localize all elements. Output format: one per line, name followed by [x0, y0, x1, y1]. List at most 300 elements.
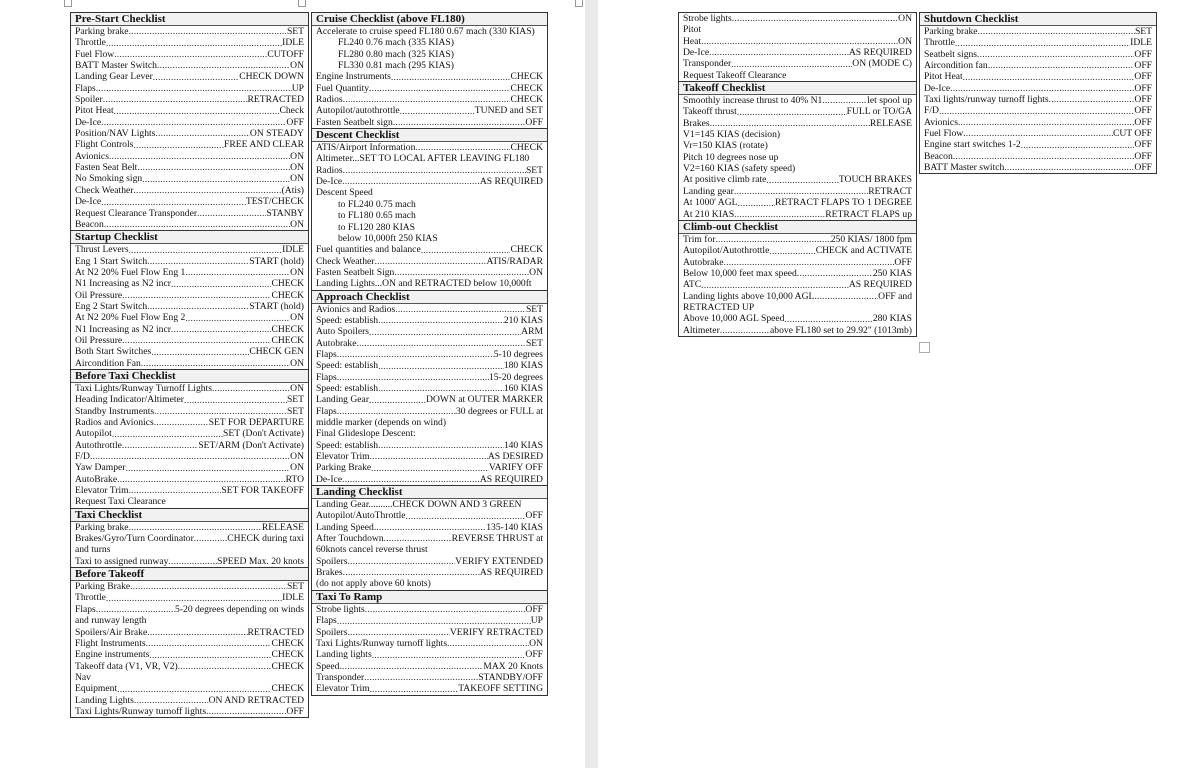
checklist-item — [312, 533, 547, 544]
dot-leader — [797, 268, 873, 279]
dot-leader — [737, 107, 847, 118]
dot-leader — [977, 49, 1134, 60]
item-value: REVERSE THRUST at — [451, 533, 543, 545]
item-value: ON — [290, 451, 304, 463]
item-value: 140 KIAS — [503, 439, 543, 451]
section-before-taxi-checklist — [71, 369, 308, 508]
item-label: Eng 2 Start Switch — [75, 300, 148, 312]
section-taxi-checklist — [71, 508, 308, 567]
section-title: Cruise Checklist (above FL180) — [312, 13, 547, 26]
item-value: let spool up — [867, 95, 912, 107]
checklist-item — [312, 94, 547, 105]
item-label: Trim for — [683, 233, 716, 245]
document-page-1 — [0, 0, 585, 768]
checklist-item — [312, 440, 547, 451]
item-label: Radios and Avionics — [75, 417, 154, 428]
item-label: Speed: establish — [316, 382, 379, 394]
checklist-item — [312, 383, 547, 394]
dot-leader — [421, 245, 511, 256]
item-label: Taxi Lights/Runway Turnoff Lights — [75, 382, 212, 394]
item-value: AS REQUIRED — [848, 279, 912, 291]
checklist-item — [312, 510, 547, 521]
item-value: OFF and — [878, 290, 912, 302]
item-value: ON — [290, 60, 304, 72]
dot-leader — [171, 324, 272, 335]
dot-leader — [117, 684, 271, 695]
item-label: At N2 20% Fuel Flow Eng 1 — [75, 266, 186, 278]
item-label: Standby Instruments — [75, 405, 155, 417]
checklist-item — [71, 173, 308, 184]
item-label: Position/NAV Lights — [75, 128, 156, 140]
item-value: ON AND RETRACTED — [208, 694, 304, 706]
checklist-item — [679, 95, 916, 106]
item-value: 250 KIAS — [872, 267, 912, 279]
section-title: Takeoff Checklist — [679, 82, 916, 95]
dot-leader — [1021, 140, 1135, 151]
checklist-item — [312, 462, 547, 473]
checklist-item — [312, 474, 547, 485]
checklist-note: Altimeter...SET TO LOCAL AFTER LEAVING FL180 — [316, 153, 530, 165]
item-value: RELEASE — [261, 521, 304, 533]
dot-leader — [90, 451, 290, 462]
checklist-item — [920, 26, 1156, 37]
item-value: RETRACT FLAPS TO 1 DEGREE — [775, 197, 912, 209]
item-value: TEST/CHECK — [245, 196, 304, 208]
checklist-item — [312, 338, 547, 349]
dot-leader — [342, 176, 480, 187]
item-label: At 210 KIAS — [683, 208, 735, 220]
checklist-item — [71, 474, 308, 485]
item-value: SET — [286, 405, 304, 417]
item-value: (Atis) — [281, 184, 304, 196]
item-label: Taxi to assigned runway — [75, 555, 169, 567]
checklist-item — [312, 372, 547, 383]
item-label: Flaps — [316, 348, 337, 360]
checklist-item — [312, 176, 547, 187]
item-value: FULL or TO/GA — [846, 106, 912, 118]
item-value: START (hold) — [249, 255, 304, 267]
dot-leader — [343, 567, 480, 578]
checklist-item — [71, 417, 308, 428]
item-label: BATT Master switch — [924, 162, 1005, 174]
item-label: Fuel Quantity — [316, 82, 370, 94]
item-value: SET FOR TAKEOFF — [221, 485, 304, 497]
checklist-item — [71, 196, 308, 207]
item-value: CHECK — [510, 244, 543, 256]
dot-leader — [197, 208, 266, 219]
item-label: Flaps — [316, 615, 337, 627]
item-label: Elevator Trim — [316, 683, 370, 695]
item-label: No Smoking sign — [75, 173, 143, 185]
dot-leader — [950, 83, 1134, 94]
item-value: SET FOR DEPARTURE — [208, 417, 304, 428]
item-value: UP — [530, 615, 543, 627]
dot-leader — [406, 511, 526, 522]
dot-leader — [103, 94, 248, 105]
item-label: Equipment — [75, 683, 118, 695]
item-label: Parking Brake — [75, 581, 131, 593]
item-label: Smoothly increase thrust to 40% N1 — [683, 95, 823, 107]
checklist-item — [71, 290, 308, 301]
checklist-item — [312, 256, 547, 267]
item-label: Throttle — [924, 37, 955, 49]
checklist-item — [679, 58, 916, 69]
dot-leader — [142, 174, 290, 185]
item-label: Oil Pressure — [75, 289, 123, 301]
checklist-note: to FL180 0.65 mach — [338, 210, 416, 222]
item-label: Autothrottle — [75, 439, 122, 451]
checklist-item — [71, 49, 308, 60]
checklist-item — [71, 462, 308, 473]
checklist-item — [920, 117, 1156, 128]
checklist-item — [312, 165, 547, 176]
checklist-item — [920, 83, 1156, 94]
checklist-item — [71, 312, 308, 323]
item-value: OFF — [525, 649, 543, 661]
checklist-item — [920, 94, 1156, 105]
dot-leader — [185, 267, 290, 278]
checklist-item — [71, 94, 308, 105]
item-label: Landing Gear — [316, 394, 370, 406]
checklist-item — [312, 615, 547, 626]
checklist-item — [312, 556, 547, 567]
item-label: De-Ice — [75, 196, 102, 208]
item-value: OFF — [1134, 116, 1152, 128]
dot-leader — [734, 209, 825, 220]
dot-leader — [122, 290, 271, 301]
item-label: Fasten Seatbelt sign — [316, 116, 393, 128]
item-label: Landing gear — [683, 185, 734, 197]
checklist-item — [679, 186, 916, 197]
dot-leader — [955, 38, 1130, 49]
dot-leader — [104, 219, 290, 230]
checklist-item — [71, 661, 308, 672]
item-label: Throttle — [75, 592, 106, 604]
dot-leader — [374, 256, 486, 267]
checklist-item — [71, 37, 308, 48]
item-label: Pitot Heat — [924, 71, 963, 83]
item-value: CHECK — [271, 683, 304, 695]
item-value: RTO — [285, 473, 304, 485]
checklist-item — [679, 257, 916, 268]
checklist-item — [312, 567, 547, 578]
checklist-item — [679, 313, 916, 324]
item-value: OFF — [1134, 94, 1152, 106]
item-label: Autopilot/AutoThrottle — [316, 510, 406, 522]
checklist-item — [71, 151, 308, 162]
item-label: N1 Increasing as N2 incr — [75, 278, 171, 290]
dot-leader — [101, 197, 246, 208]
item-value: SET — [525, 164, 543, 176]
item-value: ON — [529, 266, 543, 278]
item-value: OFF — [1134, 48, 1152, 60]
dot-leader — [129, 485, 222, 496]
item-label: Fuel Flow — [75, 48, 115, 60]
dot-leader — [151, 347, 249, 358]
checklist-note: FL330 0.81 mach (295 KIAS) — [338, 60, 454, 72]
item-label: Aircondition fan — [924, 60, 988, 72]
checklist-item — [312, 394, 547, 405]
margin-mark — [64, 0, 72, 7]
dot-leader — [112, 429, 223, 440]
dot-leader — [133, 140, 224, 151]
checklist-item — [71, 485, 308, 496]
item-label: Below 10,000 feet max speed — [683, 267, 797, 279]
dot-leader — [963, 72, 1135, 83]
checklist-item — [71, 358, 308, 369]
section-title: Taxi To Ramp — [312, 591, 547, 604]
dot-leader — [370, 684, 459, 695]
dot-leader — [378, 315, 504, 326]
section-title: Before Taxi Checklist — [71, 370, 308, 383]
item-label: Fasten Seat Belt — [75, 162, 138, 174]
checklist-note: and turns — [75, 544, 111, 556]
item-label: Taxi Lights/Runway turnoff lights — [75, 705, 207, 717]
checklist-item — [312, 638, 547, 649]
item-label: Spoilers — [316, 626, 348, 638]
item-value: CHECK — [271, 649, 304, 661]
item-value: OFF — [525, 510, 543, 522]
dot-leader — [347, 627, 449, 638]
dot-leader — [1004, 162, 1134, 173]
checklist-item — [312, 315, 547, 326]
item-value: VERIFY EXTENDED — [455, 555, 543, 567]
item-value: 210 KIAS — [503, 314, 543, 326]
item-label: Engine instruments — [75, 649, 150, 661]
item-label: Heading Indicator/Altimeter — [75, 394, 184, 406]
checklist-note: V1=145 KIAS (decision) — [683, 129, 781, 141]
dot-leader — [168, 556, 217, 567]
dot-leader — [178, 661, 272, 672]
item-label: Flaps — [75, 603, 96, 615]
checklist-item — [312, 83, 547, 94]
item-value: ON — [290, 173, 304, 185]
item-value: SET — [525, 303, 543, 315]
section-title: Shutdown Checklist — [920, 13, 1156, 26]
item-label: Oil Pressure — [75, 334, 123, 346]
dot-leader — [734, 186, 868, 197]
item-value: ON — [290, 162, 304, 174]
item-label: De-Ice — [924, 82, 951, 94]
checklist-item — [312, 406, 547, 417]
checklist-item — [312, 105, 547, 116]
checklist-item — [71, 26, 308, 37]
checklist-item — [71, 683, 308, 694]
checklist-item — [71, 638, 308, 649]
item-value: TAKEOFF SETTING — [458, 683, 543, 695]
item-value: 15-20 degrees — [488, 371, 543, 383]
item-label: Taxi Lights/Runway turnoff lights — [316, 637, 448, 649]
item-value: START (hold) — [249, 300, 304, 312]
item-value: AS REQUIRED — [848, 47, 912, 59]
checklist-column-4 — [919, 12, 1157, 174]
dot-leader — [134, 695, 209, 706]
checklist-item — [679, 245, 916, 256]
item-label: Speed — [316, 660, 340, 672]
item-value: CHECK — [271, 660, 304, 672]
dot-leader — [769, 246, 815, 257]
item-label: Landing Lights — [75, 694, 134, 706]
checklist-item — [71, 324, 308, 335]
item-label: F/D — [75, 451, 90, 463]
item-value: CHECK during taxi — [227, 533, 304, 545]
item-value: OFF — [1134, 162, 1152, 174]
dot-leader — [194, 533, 227, 544]
item-label: Spoiler — [75, 94, 103, 106]
dot-leader — [212, 383, 290, 394]
dot-leader — [701, 280, 849, 291]
dot-leader — [133, 185, 281, 196]
dot-leader — [371, 463, 489, 474]
checklist-item — [679, 106, 916, 117]
item-label: Spoilers — [316, 555, 348, 567]
checklist-note: 60knots cancel reverse thrust — [316, 544, 428, 556]
checklist-note: and runway length — [75, 615, 147, 627]
checklist-item — [312, 349, 547, 360]
dot-leader — [400, 106, 475, 117]
item-value: VERIFY RETRACTED — [449, 626, 543, 638]
checklist-item — [71, 581, 308, 592]
item-value: 160 KIAS — [503, 382, 543, 394]
item-value: OFF — [1134, 71, 1152, 83]
item-label: Eng 1 Start Switch — [75, 255, 148, 267]
item-value: OFF — [1134, 105, 1152, 117]
checklist-item — [71, 394, 308, 405]
dot-leader — [129, 26, 287, 37]
item-label: De-Ice — [75, 116, 102, 128]
dot-leader — [153, 72, 239, 83]
item-value: OFF — [1134, 139, 1152, 151]
checklist-item — [312, 522, 547, 533]
item-label: Transponder — [683, 58, 732, 70]
item-value: AS REQUIRED — [479, 176, 543, 188]
checklist-note: Landing Lights...ON and RETRACTED below 10,000ft — [316, 278, 532, 290]
checklist-item — [679, 174, 916, 185]
dot-leader — [343, 165, 526, 176]
dot-leader — [364, 672, 478, 683]
dot-leader — [369, 395, 426, 406]
item-label: Autopilot/autothrottle — [316, 105, 400, 117]
item-label: Flaps — [75, 82, 96, 94]
checklist-item — [312, 451, 547, 462]
checklist-item — [920, 105, 1156, 116]
dot-leader — [731, 59, 852, 70]
checklist-note: middle marker (depends on wind) — [316, 417, 447, 428]
item-label: Seatbelt signs — [924, 48, 978, 60]
dot-leader — [147, 301, 249, 312]
item-label: Autobrake — [683, 256, 724, 268]
dot-leader — [720, 325, 770, 336]
checklist-item — [71, 335, 308, 346]
item-value: OFF — [525, 603, 543, 615]
item-value: ON — [290, 382, 304, 394]
item-value: ARM — [521, 326, 543, 338]
dot-leader — [958, 117, 1134, 128]
document-page-2 — [598, 0, 1195, 768]
checklist-note: Pitot — [683, 24, 702, 36]
checklist-note: Pitch 10 degrees nose up — [683, 151, 779, 163]
dot-leader — [184, 395, 287, 406]
item-value: OFF — [1134, 60, 1152, 72]
checklist-item — [71, 128, 308, 139]
checklist-item — [920, 128, 1156, 139]
checklist-item — [71, 117, 308, 128]
item-label: Radios — [316, 164, 343, 176]
dot-leader — [447, 638, 529, 649]
item-label: At N2 20% Fuel Flow Eng 2 — [75, 312, 186, 324]
item-value: CHECK — [510, 94, 543, 106]
checklist-item — [71, 267, 308, 278]
checklist-item — [71, 139, 308, 150]
item-label: Check Weather — [75, 184, 134, 196]
dot-leader — [122, 440, 198, 451]
checklist-note: to FL240 0.75 mach — [338, 198, 416, 210]
dot-leader — [157, 60, 290, 71]
checklist-item — [71, 244, 308, 255]
item-label: Request Clearance Transponder — [75, 207, 198, 219]
item-label: Avionics and Radios — [316, 303, 396, 315]
checklist-note: RETRACTED UP — [683, 301, 755, 313]
item-value: OFF — [286, 705, 304, 717]
item-value: AS DESIRED — [487, 451, 543, 463]
item-label: At positive climb rate — [683, 174, 767, 186]
checklist-item — [71, 278, 308, 289]
item-value: AS REQUIRED — [479, 473, 543, 485]
section-pre-start-checklist — [71, 12, 308, 230]
item-value: Check — [279, 105, 304, 117]
checklist-note: to FL120 280 KIAS — [338, 221, 416, 233]
item-value: CHECK — [271, 637, 304, 649]
item-value: CHECK — [271, 323, 304, 335]
item-label: F/D — [924, 105, 939, 117]
dot-leader — [343, 94, 511, 105]
item-value: ON — [290, 150, 304, 162]
dot-leader — [154, 406, 287, 417]
item-label: De-Ice — [683, 47, 710, 59]
checklist-item — [71, 604, 308, 615]
checklist-item — [71, 522, 308, 533]
item-value: CHECK — [271, 334, 304, 346]
checklist-item — [312, 244, 547, 255]
item-value: SPEED Max. 20 knots — [217, 555, 304, 567]
item-value: 30 degrees or FULL at — [455, 405, 543, 417]
item-value: ON — [290, 266, 304, 278]
section-takeoff-checklist — [679, 81, 916, 220]
dot-leader — [125, 463, 290, 474]
item-label: Takeoff thrust — [683, 106, 737, 118]
item-value: 5-10 degrees — [493, 348, 543, 360]
section-shutdown-checklist — [920, 12, 1156, 173]
item-value: TUNED and SET — [474, 105, 543, 117]
checklist-item — [71, 346, 308, 357]
dot-leader — [147, 256, 249, 267]
checklist-item — [312, 304, 547, 315]
item-value: ON — [898, 13, 912, 24]
checklist-item — [312, 683, 547, 694]
item-value: ON STEADY — [249, 128, 304, 140]
section-landing-checklist — [312, 485, 547, 590]
checklist-note: (do not apply above 60 knots) — [316, 578, 431, 590]
item-value: OFF — [525, 116, 543, 128]
checklist-item — [920, 49, 1156, 60]
item-label: Pitot Heat — [75, 105, 114, 117]
item-label: Heat — [683, 35, 702, 47]
section-before-takeoff — [71, 567, 308, 717]
item-value: CHECK — [510, 142, 543, 154]
table-move-handle[interactable] — [919, 342, 930, 353]
dot-leader — [939, 106, 1134, 117]
checklist-item — [679, 291, 916, 302]
